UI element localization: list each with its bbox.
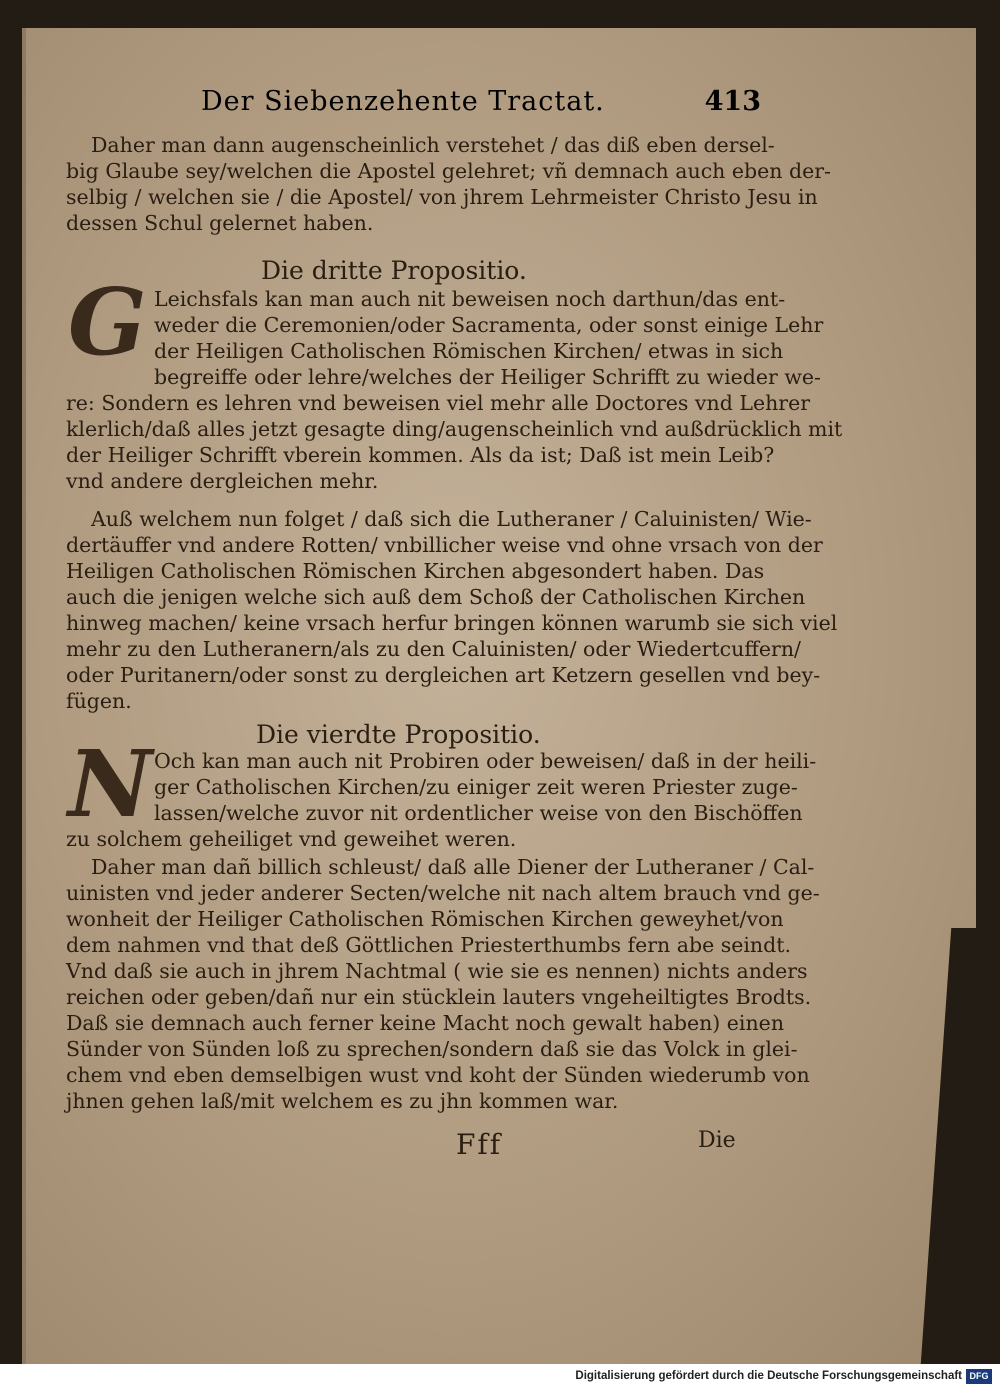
text-line: begreiffe oder lehre/welches der Heiliger Schrifft zu wieder we- [154, 365, 821, 389]
decorated-initial: G [68, 268, 147, 376]
text-line: Daß sie demnach auch ferner keine Macht noch gewalt haben) einen [66, 1011, 785, 1035]
text-line: Heiligen Catholischen Römischen Kirchen abgesondert haben. Das [66, 559, 765, 583]
text-line: re: Sondern es lehren vnd beweisen viel mehr alle Doctores vnd Lehrer [66, 391, 811, 415]
text-line: Sünder von Sünden loß zu sprechen/sondern daß sie das Volck in glei- [66, 1037, 798, 1061]
text-line: hinweg machen/ keine vrsach herfur bringen können warumb sie sich viel [66, 611, 838, 635]
dfg-logo: DFG [966, 1369, 992, 1384]
text-line: wonheit der Heiliger Catholischen Römischen Kirchen geweyhet/von [66, 907, 784, 931]
text-line: Daher man dann augenscheinlich verstehet / das diß eben dersel- [91, 133, 775, 157]
footer-bar [0, 1364, 1000, 1390]
text-line: fügen. [66, 689, 132, 713]
text-line: der Heiliger Schrifft vberein kommen. Als da ist; Daß ist mein Leib? [66, 443, 775, 467]
funding-credit: Digitalisierung gefördert durch die Deutsche Forschungsgemeinschaft [575, 1370, 962, 1382]
text-line: der Heiligen Catholischen Römischen Kirchen/ etwas in sich [154, 339, 784, 363]
book-page [22, 28, 976, 1364]
text-line: selbig / welchen sie / die Apostel/ von jhrem Lehrmeister Christo Jesu in [66, 185, 818, 209]
page-number: 413 [704, 86, 761, 117]
text-line: lassen/welche zuvor nit ordentlicher weise von den Bischöffen [154, 801, 803, 825]
text-line: uinisten vnd jeder anderer Secten/welche nit nach altem brauch vnd ge- [66, 881, 820, 905]
text-line: oder Puritanern/oder sonst zu dergleichen art Ketzern gesellen vnd bey- [66, 663, 821, 687]
text-line: reichen oder geben/dañ nur ein stücklein lauters vngeheiltigtes Brodts. [66, 985, 812, 1009]
text-line: weder die Ceremonien/oder Sacramenta, oder sonst einige Lehr [154, 313, 824, 337]
running-head-title: Der Siebenzehente Tractat. [201, 86, 605, 117]
text-line: ger Catholischen Kirchen/zu einiger zeit weren Priester zuge- [154, 775, 798, 799]
section-heading-4: Die vierdte Propositio. [256, 720, 541, 749]
text-line: jhnen gehen laß/mit welchem es zu jhn kommen war. [66, 1089, 619, 1113]
text-line: Auß welchem nun folget / daß sich die Lutheraner / Caluinisten/ Wie- [91, 507, 812, 531]
text-line: big Glaube sey/welchen die Apostel gelehret; vñ demnach auch eben der- [66, 159, 831, 183]
text-line: klerlich/daß alles jetzt gesagte ding/augenscheinlich vnd außdrücklich mit [66, 417, 843, 441]
text-line: dem nahmen vnd that deß Göttlichen Priesterthumbs fern abe seindt. [66, 933, 792, 957]
decorated-initial: N [68, 730, 153, 838]
catchword: Die [698, 1128, 736, 1153]
signature-mark: Fff [456, 1128, 503, 1161]
text-line: Vnd daß sie auch in jhrem Nachtmal ( wie sie es nennen) nichts anders [66, 959, 808, 983]
text-line: zu solchem geheiliget vnd geweihet weren. [66, 827, 517, 851]
section-heading-3: Die dritte Propositio. [261, 256, 527, 285]
text-line: chem vnd eben demselbigen wust vnd koht der Sünden wiederumb von [66, 1063, 810, 1087]
text-line: mehr zu den Lutheranern/als zu den Caluinisten/ oder Wiedertcuffern/ [66, 637, 801, 661]
text-line: Daher man dañ billich schleust/ daß alle Diener der Lutheraner / Cal- [91, 855, 815, 879]
running-head [201, 86, 761, 122]
text-line: Och kan man auch nit Probiren oder beweisen/ daß in der heili- [154, 749, 817, 773]
text-line: Leichsfals kan man auch nit beweisen noch darthun/das ent- [154, 287, 786, 311]
text-line: vnd andere dergleichen mehr. [66, 469, 379, 493]
text-line: dessen Schul gelernet haben. [66, 211, 374, 235]
text-line: dertäuffer vnd andere Rotten/ vnbillicher weise vnd ohne vrsach von der [66, 533, 823, 557]
text-line: auch die jenigen welche sich auß dem Schoß der Catholischen Kirchen [66, 585, 806, 609]
